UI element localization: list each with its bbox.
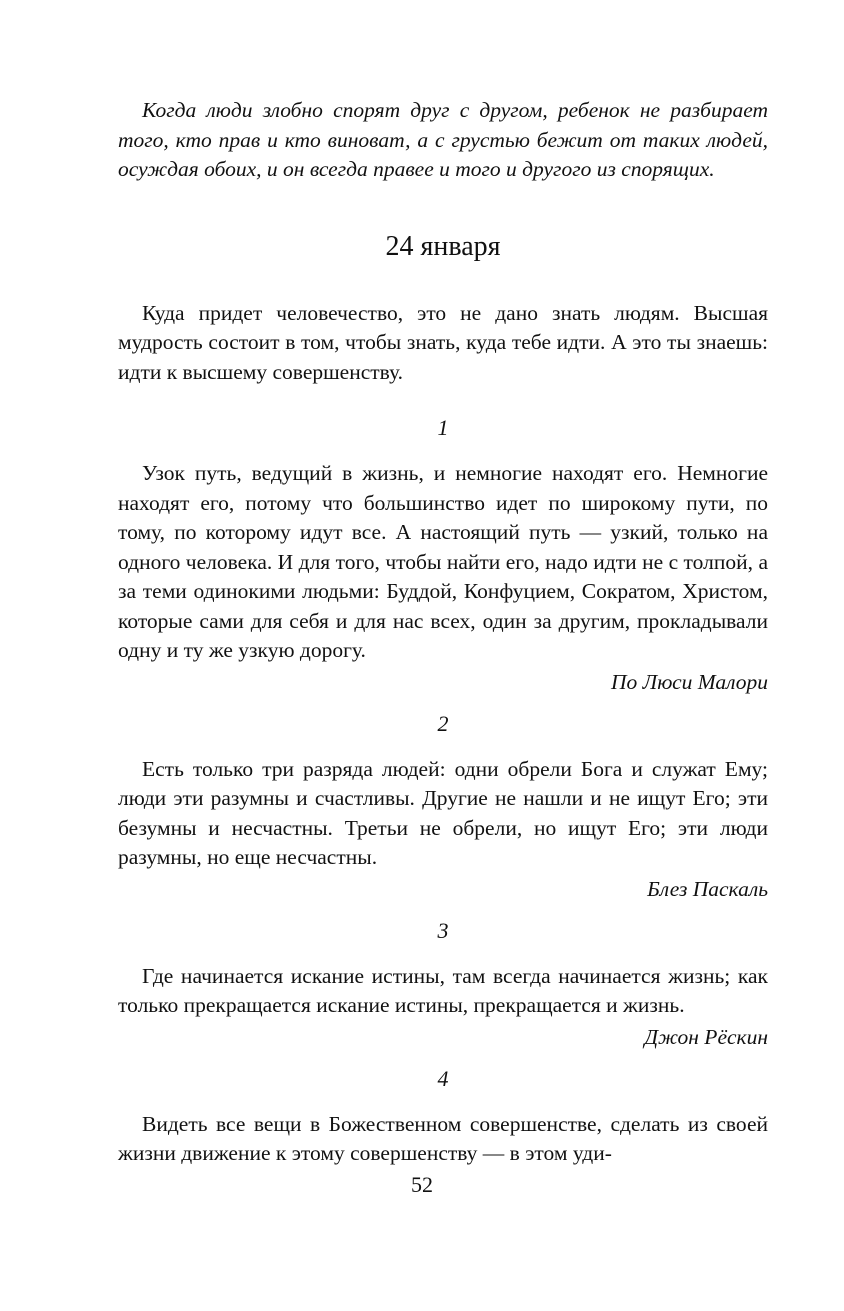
section-1	[118, 415, 768, 697]
section-text: Узок путь, ведущий в жизнь, и немногие находят его. Немногие находят его, потому что большинство идет по широкому пути, по тому, по которому идут все. А настоящий путь — узкий, только на одного человека. И для того, чтобы найти его, надо идти не с толпой, а за теми одинокими людьми: Буддой, Конфуцием, Сократом, Христом, которые сами для себя и для нас всех, один за другим, прокладывали одну и ту же узкую дорогу.	[118, 461, 768, 662]
section-author: Джон Рёскин	[644, 1024, 768, 1049]
intro-paragraph: Куда придет человечество, это не дано знать людям. Высшая мудрость состоит в том, чтобы знать, куда тебе идти. А это ты знаешь: идти к высшему совершенству.	[118, 300, 768, 384]
section-number: 2	[437, 710, 449, 736]
section-2	[118, 711, 768, 904]
section-number: 4	[437, 1065, 449, 1091]
section-4	[118, 1066, 768, 1169]
page-body	[118, 96, 768, 1169]
section-text: Видеть все вещи в Божественном совершенстве, сделать из своей жизни движение к этому совершенству — в этом уди-	[118, 1111, 768, 1165]
section-text: Есть только три разряда людей: одни обрели Бога и служат Ему; люди эти разумны и счастливы. Другие не нашли и не ищут Его; эти безумны и несчастны. Третьи не обрели, но ищут Его; эти люди разумны, но еще несчастны.	[118, 756, 768, 869]
section-text: Где начинается искание истины, там всегда начинается жизнь; как только прекращается искание истины, прекращается и жизнь.	[118, 963, 768, 1017]
section-3	[118, 918, 768, 1052]
date-heading: 24 января	[385, 230, 501, 262]
section-author: Блез Паскаль	[647, 876, 768, 901]
section-author: По Люси Малори	[611, 669, 768, 694]
section-number: 3	[437, 917, 449, 943]
section-number: 1	[437, 415, 449, 440]
page-number: 52	[411, 1172, 433, 1197]
epigraph: Когда люди злобно спорят друг с другом, ребенок не разбирает того, кто прав и кто виноват, а с грустью бежит от таких людей, осуждая обоих, и он всегда правее и того и другого из спорящих.	[118, 98, 768, 181]
